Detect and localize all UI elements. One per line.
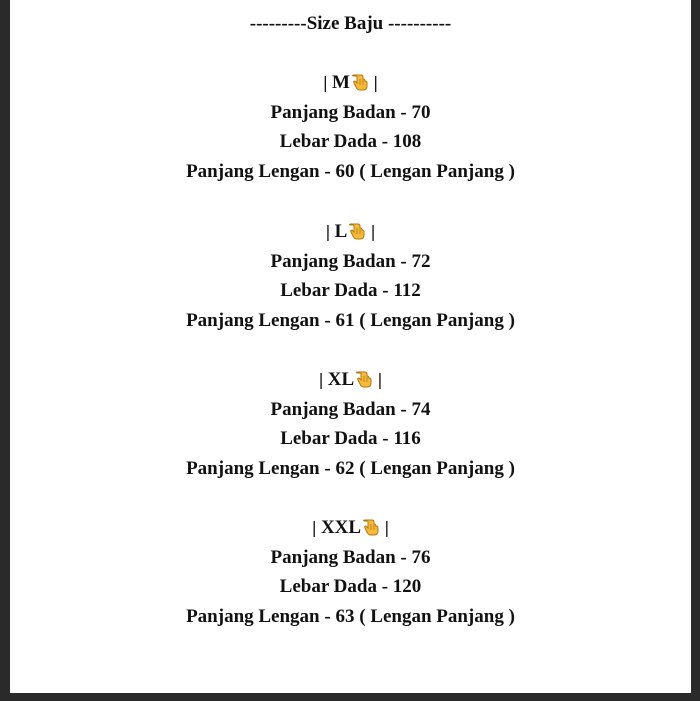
measurement-line: Lebar Dada - 116 [280, 428, 421, 450]
measurement-line: Panjang Lengan - 63 ( Lengan Panjang ) [186, 606, 515, 628]
separator: | [372, 73, 379, 92]
measurement-line: Panjang Badan - 72 [270, 250, 431, 272]
size-heading [10, 365, 691, 395]
separator: | [318, 370, 324, 389]
size-block-xxl [10, 513, 691, 632]
measurement-line: Lebar Dada - 120 [279, 576, 422, 598]
size-block-m [10, 68, 691, 187]
size-label: XXL [320, 517, 362, 538]
pointing-down-hand-icon [355, 370, 372, 389]
pointing-down-hand-icon [348, 222, 365, 241]
size-heading [10, 68, 691, 98]
size-label: XL [327, 369, 355, 390]
separator: | [311, 518, 317, 537]
pointing-down-hand-icon [351, 73, 368, 92]
size-label: L [334, 221, 348, 242]
separator: | [370, 222, 376, 241]
measurement-line: Panjang Badan - 70 [270, 101, 431, 123]
measurement-line: Lebar Dada - 112 [280, 280, 421, 302]
size-heading [10, 513, 691, 543]
measurement-line: Lebar Dada - 108 [279, 131, 422, 153]
size-label: M [332, 72, 350, 93]
size-block-xl [10, 365, 691, 484]
measurement-line: Panjang Badan - 76 [270, 546, 431, 568]
page-title: ---------Size Baju ---------- [249, 13, 452, 34]
measurement-line: Panjang Lengan - 60 ( Lengan Panjang ) [186, 161, 515, 183]
measurement-line: Panjang Lengan - 61 ( Lengan Panjang ) [186, 310, 515, 332]
size-heading [10, 217, 691, 247]
separator: | [377, 370, 383, 389]
document-page [10, 0, 691, 693]
measurement-line: Panjang Badan - 74 [270, 398, 431, 420]
measurement-line: Panjang Lengan - 62 ( Lengan Panjang ) [186, 458, 515, 480]
separator: | [322, 73, 329, 92]
pointing-down-hand-icon [362, 518, 379, 537]
separator: | [325, 222, 331, 241]
size-block-l [10, 217, 691, 336]
separator: | [384, 518, 390, 537]
